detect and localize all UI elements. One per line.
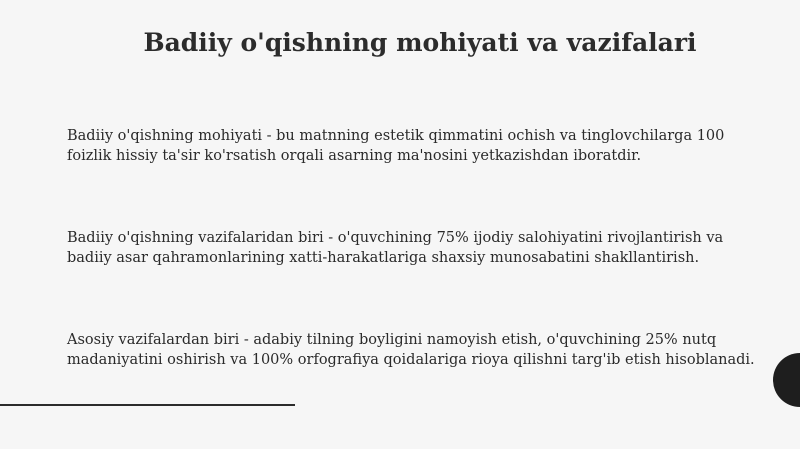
paragraph-language-tasks: Asosiy vazifalardan biri - adabiy tilning boyligini namoyish etish, o'quvchining 25% nutq madaniyatini oshirish va 100% orfografiya qoidalariga rioya qilishni targ'ib etish hisoblanadi.	[67, 332, 755, 368]
decorative-divider-line	[0, 404, 295, 406]
paragraph-essence: Badiiy o'qishning mohiyati - bu matnning estetik qimmatini ochish va tinglovchilarga 100 foizlik hissiy ta'sir ko'rsatish orqali asarning ma'nosini yetkazishdan iboratdir.	[67, 128, 725, 164]
decorative-circle	[773, 353, 800, 407]
paragraph-creative-tasks: Badiiy o'qishning vazifalaridan biri - o'quvchining 75% ijodiy salohiyatini rivojlantirish va badiiy asar qahramonlarining xatti-harakatlariga shaxsiy munosabatini shakllantirish.	[67, 230, 724, 266]
slide-title: Badiiy o'qishning mohiyati va vazifalari	[143, 28, 697, 57]
